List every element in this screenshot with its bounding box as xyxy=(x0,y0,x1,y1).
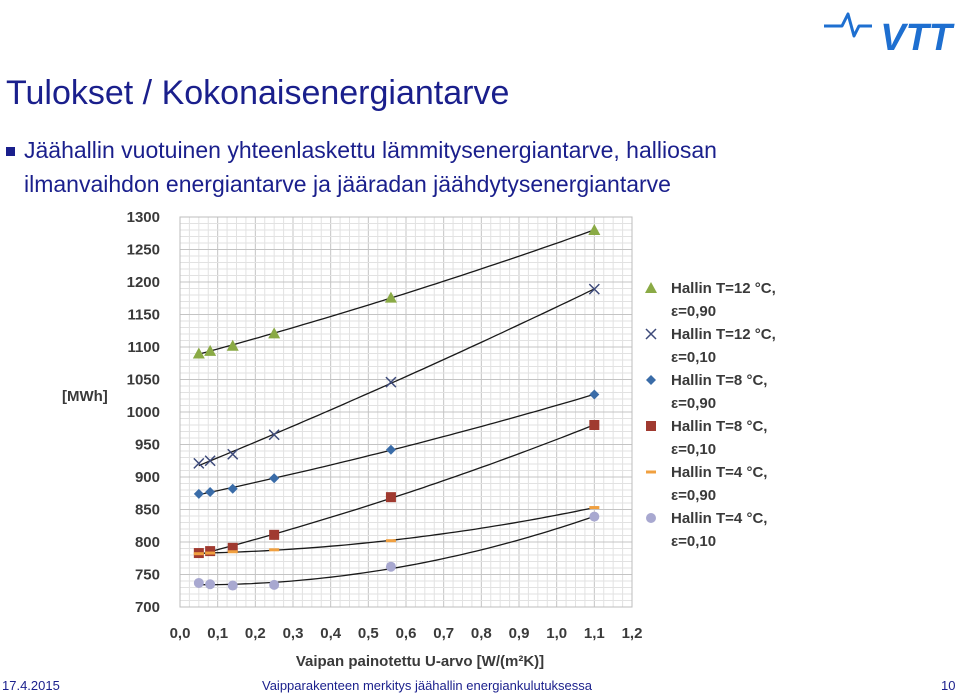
legend-x-marker xyxy=(646,329,656,339)
legend-triangle-marker xyxy=(645,282,657,293)
legend-label-line-2: ε=0,10 xyxy=(671,533,717,550)
x-tick-label: 1,1 xyxy=(583,625,605,642)
y-tick-label: 700 xyxy=(134,599,160,616)
data-point-square-marker xyxy=(386,492,396,502)
legend-label-line-2: ε=0,90 xyxy=(671,487,717,504)
chart-grid xyxy=(180,217,632,607)
x-tick-label: 0,5 xyxy=(357,625,379,642)
bullet-text-line-1: Jäähallin vuotuinen yhteenlaskettu lämmitysenergiantarve, halliosan xyxy=(24,137,717,163)
data-point-circle-marker xyxy=(269,580,279,590)
legend-label-line-2: ε=0,10 xyxy=(671,349,717,366)
y-tick-label: 1100 xyxy=(127,339,160,356)
legend-label-line-1: Hallin T=8 °C, xyxy=(671,418,768,435)
legend-label-line-2: ε=0,10 xyxy=(671,441,717,458)
y-tick-label: 1150 xyxy=(127,306,160,324)
y-tick-label: 1250 xyxy=(126,241,160,259)
x-tick-label: 0,7 xyxy=(433,625,455,642)
legend-label-line-1: Hallin T=4 °C, xyxy=(671,464,768,481)
footer-page-number: 10 xyxy=(941,678,956,693)
data-point-dash-marker xyxy=(386,539,396,542)
data-point-square-marker xyxy=(589,420,599,430)
footer-date: 17.4.2015 xyxy=(2,678,60,693)
x-tick-label: 0,4 xyxy=(320,625,342,642)
data-point-circle-marker xyxy=(589,512,599,522)
legend-label-line-1: Hallin T=12 °C, xyxy=(671,326,776,343)
legend-circle-marker xyxy=(646,513,656,523)
y-axis-label: [MWh] xyxy=(62,388,108,405)
data-point-square-marker xyxy=(269,530,279,540)
x-tick-label: 0,2 xyxy=(244,625,266,642)
data-point-triangle-marker xyxy=(268,327,280,338)
x-axis-label: Vaipan painotettu U-arvo [W/(m²K)] xyxy=(295,653,545,670)
y-tick-label: 850 xyxy=(134,501,160,519)
data-point-circle-marker xyxy=(228,581,238,591)
data-point-dash-marker xyxy=(269,548,279,551)
data-point-circle-marker xyxy=(194,578,204,588)
legend-label-line-1: Hallin T=12 °C, xyxy=(671,280,776,297)
x-tick-label: 0,1 xyxy=(207,625,229,642)
data-point-dash-marker xyxy=(228,550,238,553)
legend-label-line-1: Hallin T=4 °C, xyxy=(671,510,768,527)
y-tick-label: 1200 xyxy=(126,274,160,291)
x-tick-label: 0,8 xyxy=(470,625,492,642)
legend-dash-marker xyxy=(646,471,656,474)
legend-diamond-marker xyxy=(646,375,656,385)
x-tick-label: 0,3 xyxy=(282,625,304,642)
bullet-text-line-2: ilmanvaihdon energiantarve ja jääradan jäähdytysenergiantarve xyxy=(24,171,671,197)
y-tick-label: 1300 xyxy=(126,209,160,226)
data-point-dash-marker xyxy=(589,506,599,509)
y-tick-label: 750 xyxy=(134,566,160,584)
vtt-logo-text: VTT xyxy=(880,17,952,54)
footer-presentation-title: Vaipparakenteen merkitys jäähallin energiankulutuksessa xyxy=(262,678,593,693)
page-title: Tulokset / Kokonaisenergiantarve xyxy=(6,74,510,112)
chart-legend xyxy=(645,280,776,550)
legend-label-line-2: ε=0,90 xyxy=(671,303,717,320)
y-tick-label: 800 xyxy=(134,534,160,551)
data-point-diamond-marker xyxy=(269,473,279,483)
data-point-circle-marker xyxy=(205,579,215,589)
data-point-dash-marker xyxy=(205,552,215,555)
x-tick-label: 0,0 xyxy=(169,625,191,642)
x-tick-label: 0,6 xyxy=(395,625,417,642)
x-tick-label: 1,0 xyxy=(546,625,568,642)
y-tick-label: 1000 xyxy=(126,404,160,421)
x-tick-label: 0,9 xyxy=(508,625,530,642)
data-point-circle-marker xyxy=(386,562,396,572)
y-tick-label: 900 xyxy=(134,469,160,486)
y-tick-label: 1050 xyxy=(126,371,160,389)
data-point-dash-marker xyxy=(194,552,204,555)
data-point-diamond-marker xyxy=(205,487,215,497)
data-point-diamond-marker xyxy=(589,389,599,399)
legend-label-line-2: ε=0,90 xyxy=(671,395,717,412)
legend-label-line-1: Hallin T=8 °C, xyxy=(671,372,768,389)
legend-square-marker xyxy=(646,421,656,431)
y-tick-label: 950 xyxy=(134,436,160,454)
data-point-square-marker xyxy=(205,546,215,556)
x-tick-label: 1,2 xyxy=(621,625,643,642)
